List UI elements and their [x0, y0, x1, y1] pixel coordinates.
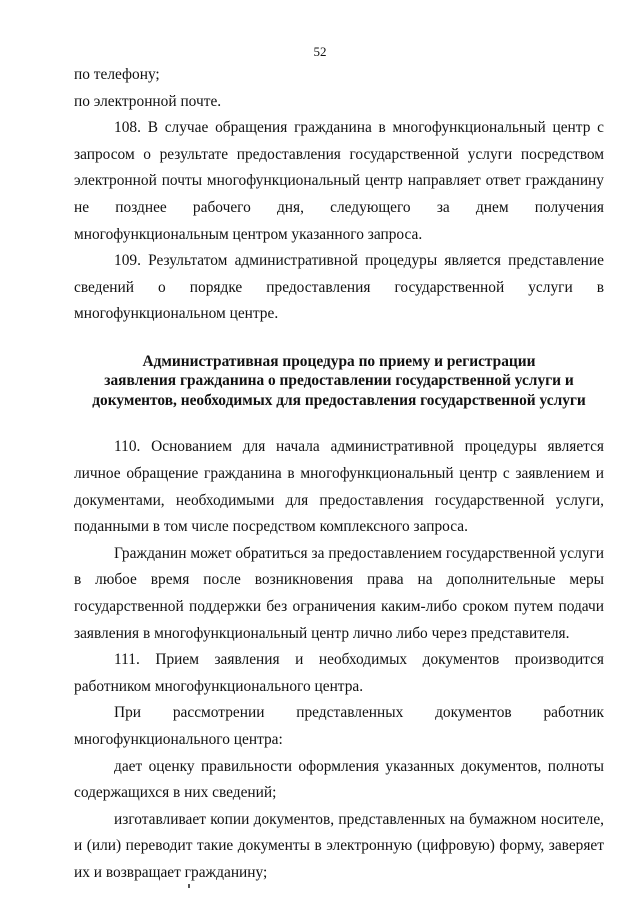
- paragraph-110-citizen: Гражданин может обратиться за предоставлением государственной услуги в любое время после возникновения права на дополнительные меры государственной поддержки без ограничения каким-либо сроком путем подачи заявления в многофункциональный центр лично либо через представителя.: [74, 544, 604, 642]
- heading-line-3: документов, необходимых для предоставления государственной услуги: [92, 391, 586, 409]
- paragraph-108: 108. В случае обращения гражданина в многофункциональный центр с запросом о результате предоставления государственной услуги посредством электронной почты многофункциональный центр направляет ответ гражданину не позднее рабочего дня, следующего за днем получения многофункциональным центром указанного запроса.: [74, 119, 604, 243]
- paragraph-109: 109. Результатом административной процедуры является представление сведений о порядке предоставления государственной услуги в многофункциональном центре.: [74, 252, 604, 323]
- heading-line-2: заявления гражданина о предоставлении государственной услуги и: [104, 372, 574, 390]
- paragraph-110: 110. Основанием для начала административной процедуры является личное обращение гражданина в многофункциональный центр с заявлением и документами, необходимыми для предоставления государственной услуги, поданными в том числе посредством комплексного запроса.: [74, 438, 604, 536]
- paragraph-111: 111. Прием заявления и необходимых документов производится работником многофункционального центра.: [74, 651, 604, 695]
- paragraph-111-review: При рассмотрении представленных документов работник многофункционального центра:: [74, 704, 604, 748]
- page-number: 52: [313, 44, 327, 59]
- heading-line-1: Административная процедура по приему и регистрации: [142, 352, 536, 370]
- scan-speck: [188, 884, 190, 888]
- paragraph-111-copies: изготавливает копии документов, представленных на бумажном носителе, и (или) переводит такие документы в электронную (цифровую) форму, заверяет их и возвращает гражданину;: [74, 810, 604, 881]
- section-heading: [74, 352, 604, 411]
- document-body: [74, 62, 604, 887]
- paragraph-111-assess: дает оценку правильности оформления указанных документов, полноты содержащихся в них сведений;: [74, 757, 604, 802]
- paragraph-by-email: по электронной почте.: [74, 92, 222, 110]
- paragraph-by-phone: по телефону;: [74, 66, 160, 83]
